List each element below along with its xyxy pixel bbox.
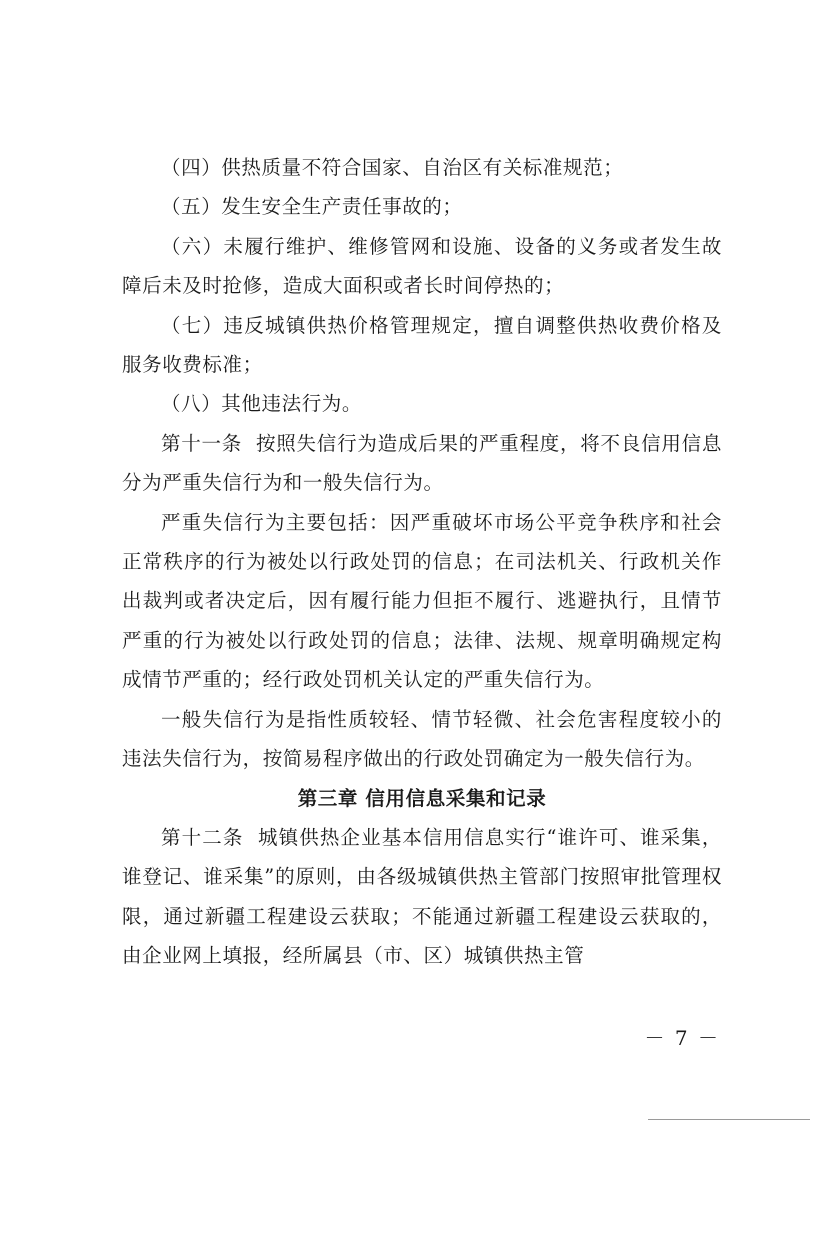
article-11-paragraph: 第十一条 按照失信行为造成后果的严重程度，将不良信用信息分为严重失信行为和一般失信行为。: [122, 431, 722, 495]
item-4-paragraph: （四）供热质量不符合国家、自治区有关标准规范；: [161, 156, 624, 179]
chapter-3-heading: 第三章 信用信息采集和记录: [297, 786, 547, 810]
article-12-paragraph: 第十二条 城镇供热企业基本信用信息实行“谁许可、谁采集，谁登记、谁采集”的原则，由各级城镇供热主管部门按照审批管理权限，通过新疆工程建设云获取；不能通过新疆工程建设云获取的，由企业网上填报，经所属县（市、区）城镇供热主管: [122, 825, 722, 968]
page-number: － 7 －: [644, 1026, 720, 1050]
footer-rule: [648, 1119, 810, 1120]
item-7-paragraph: （七）违反城镇供热价格管理规定，擅自调整供热收费价格及服务收费标准；: [122, 313, 722, 377]
item-5-paragraph: （五）发生安全生产责任事故的；: [161, 195, 463, 219]
general-dishonesty-paragraph: 一般失信行为是指性质较轻、情节轻微、社会危害程度较小的违法失信行为，按简易程序做出的行政处罚确定为一般失信行为。: [122, 707, 722, 771]
serious-dishonesty-paragraph: 严重失信行为主要包括：因严重破坏市场公平竞争秩序和社会正常秩序的行为被处以行政处罚的信息；在司法机关、行政机关作出裁判或者决定后，因有履行能力但拒不履行、逃避执行，且情节严重的行为被处以行政处罚的信息；法律、法规、规章明确规定构成情节严重的；经行政处罚机关认定的严重失信行为。: [122, 510, 722, 692]
item-6-paragraph: （六）未履行维护、维修管网和设施、设备的义务或者发生故障后未及时抢修，造成大面积或者长时间停热的；: [122, 234, 722, 298]
item-8-paragraph: （八）其他违法行为。: [161, 392, 363, 416]
document-body: [122, 148, 722, 976]
